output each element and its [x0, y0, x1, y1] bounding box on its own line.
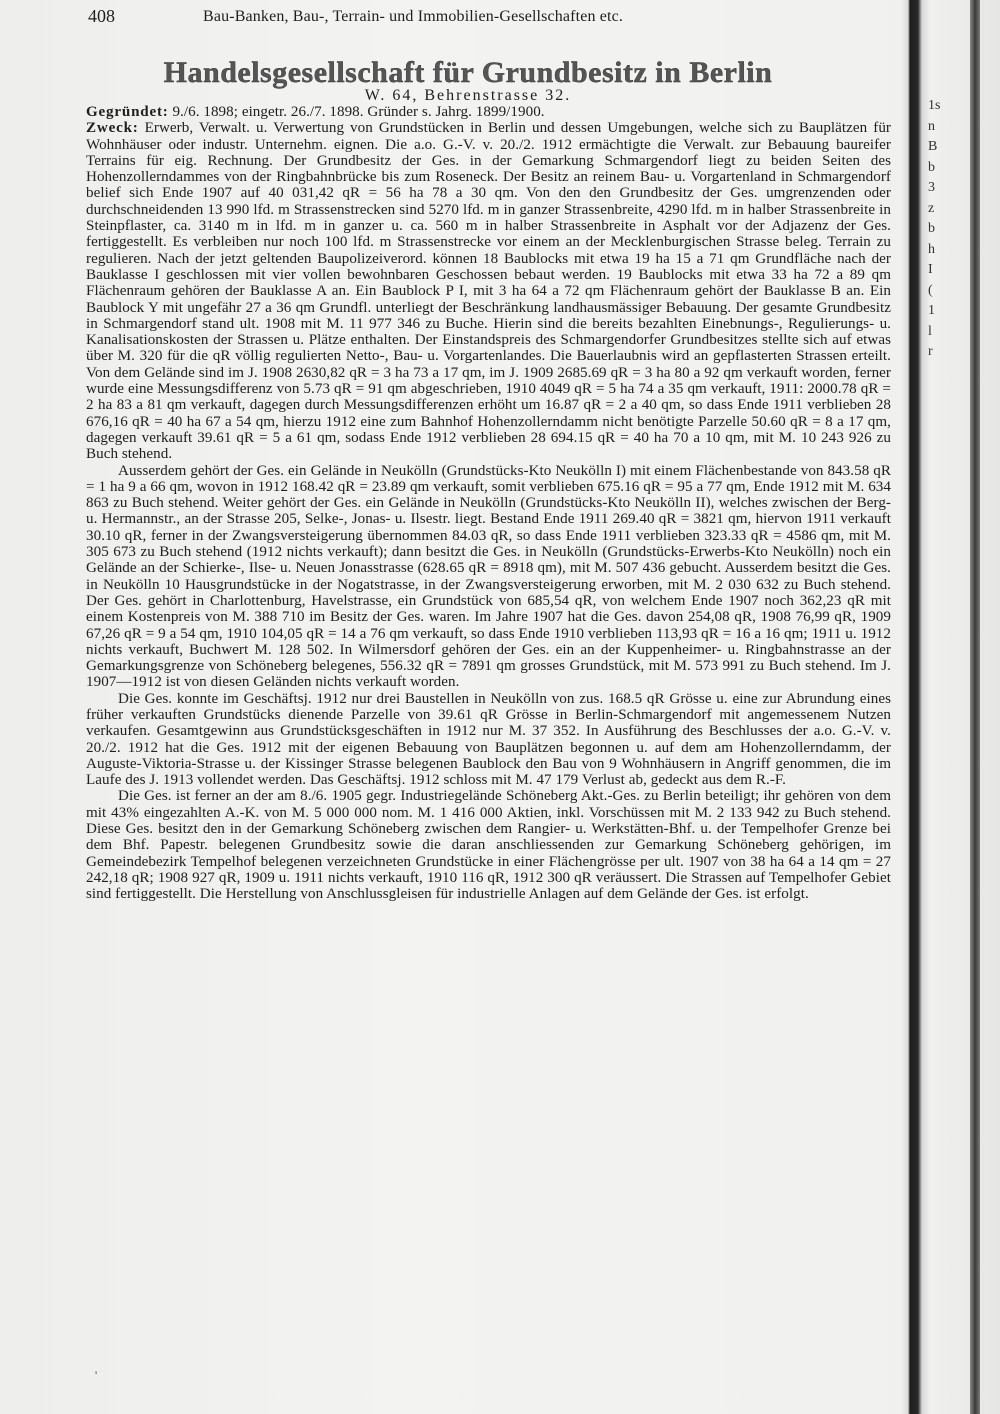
margin-fragment: B	[928, 139, 938, 154]
paragraph-neukoelln: Ausserdem gehört der Ges. ein Gelände in Neukölln (Grundstücks-Kto Neukölln I) mit einem Flächenbestande von 843.58 qR = 1 ha 9 a 66 qm, wovon in 1912 168.42 qR = 23.89 qm verkauft, somit verblieben 675.16 qR = 95 a 77 qm, Ende 1912 mit M. 634 863 zu Buch stehend. Weiter gehört der Ges. ein Gelände in Neukölln (Grundstücks-Kto Neukölln II), welches zwischen der Berg- u. Hermannstr., an der Strasse 205, Selke-, Jonas- u. Ilsestr. liegt. Bestand Ende 1911 269.40 qR = 3821 qm, hiervon 1911 verkauft 30.10 qR, ferner in der Zwangsversteigerung übernommen 84.03 qR, so dass Ende 1911 verblieben 323.33 qR = 4586 qm, mit M. 305 673 zu Buch stehend (1912 nichts verkauft); dann besitzt die Ges. in Neukölln (Grundstücks-Erwerbs-Kto Neukölln) noch ein Gelände an der Schierke-, Ilse- u. Neuen Jonasstrasse (628.65 qR = 8918 qm), mit M. 507 436 gebucht. Ausserdem besitzt die Ges. in Neukölln 10 Hausgrundstücke in der Nogatstrasse, in der Zwangsversteigerung erworben, mit M. 2 030 632 zu Buch stehend. Der Ges. gehört in Charlottenburg, Havelstrasse, ein Grundstück von 685,54 qR, von welchem Ende 1907 noch 362,23 qR mit einem Kostenpreis von M. 388 710 im Besitz der Ges. waren. Im Jahre 1907 hat die Ges. davon 254,08 qR, 1908 76,99 qR, 1909 67,26 qR = 9 a 54 qm, 1910 104,05 qR = 14 a 76 qm verkauft, so dass Ende 1910 verblieben 113,93 qR = 16 a 16 qm; 1911 u. 1912 nichts verkauft, Buchwert M. 128 502. In Wilmersdorf gehören der Ges. ein an der Kuppenheimer- u. Ringbahnstrasse an der Gemarkungsgrenze von Schöneberg belegenes, 556.32 qR = 7891 qm grosses Grundstück, mit M. 573 991 zu Buch stehend. Im J. 1907—1912 ist von diesen Geländen nichts verkauft worden.	[86, 462, 891, 691]
margin-fragment: (	[928, 282, 933, 298]
company-address: W. 64, Behrenstrasse 32.	[364, 87, 572, 104]
page-number: 408	[88, 6, 115, 26]
founded-paragraph	[86, 104, 891, 120]
margin-fragment: 3	[928, 180, 935, 195]
running-title: Bau-Banken, Bau-, Terrain- und Immobilien-Gesellschaften etc.	[203, 8, 624, 25]
paragraph-business-year: Die Ges. konnte im Geschäftsj. 1912 nur drei Baustellen in Neukölln von zus. 168.5 qR Grösse u. eine zur Abrundung eines früher verkauften Grundstücks dienende Parzelle von 39.61 qR Grösse in Berlin-Schmargendorf mit angemessenem Nutzen verkaufen. Gesamtgewinn aus Grundstücksgeschäften in 1912 nur M. 37 352. In Ausführung des Beschlusses der a.o. G.-V. v. 20./2. 1912 hat die Ges. 1912 mit der eigenen Bebauung von Bauplätzen begonnen u. auf dem am Hohenzollerndamm, der Auguste-Viktoria-Strasse u. der Kissinger Strasse belegenen Baublock den Bau von 9 Wohnhäusern in Angriff genommen, die im Laufe des J. 1913 vollendet werden. Das Geschäftsj. 1912 schloss mit M. 47 179 Verlust ab, gedeckt aus dem R.-F.	[86, 690, 891, 789]
margin-fragment: n	[928, 118, 935, 134]
margin-fragment: z	[928, 200, 935, 216]
founded-text: 9./6. 1898; eingetr. 26./7. 1898. Gründer s. Jahrg. 1899/1900.	[172, 104, 545, 120]
paragraph-participation: Die Ges. ist ferner an der am 8./6. 1905 gegr. Industriegelände Schöneberg Akt.-Ges. zu Berlin beteiligt; ihr gehören von dem mit 43% eingezahlten A.-K. von M. 5 000 000 nom. M. 1 416 000 Aktien, inkl. Vorschüssen mit M. 2 133 942 zu Buch stehend. Diese Ges. besitzt den in der Gemarkung Schöneberg zwischen dem Rangier- u. Werkstätten-Bhf. u. der Tempelhofer Grenze bei dem Bhf. Papestr. belegenen Grundbesitz sowie die daran anschliessenden zur Gemarkung Schöneberg gehörigen, im Gemeindebezirk Tempelhof belegenen verzeichneten Grundstücke in einer Flächengrösse per ult. 1907 von 38 ha 64 a 14 qm = 27 242,18 qR; 1908 927 qR, 1909 u. 1911 nichts verkauft, 1910 116 qR, 1912 300 qR veräussert. Die Strassen auf Tempelhofer Gebiet sind fertiggestellt. Die Herstellung von Anschlussgleisen für industrielle Anlagen auf dem Gelände der Ges. ist erfolgt.	[86, 788, 891, 903]
purpose-paragraph	[86, 120, 891, 462]
margin-fragment: I	[928, 262, 933, 277]
running-header	[88, 6, 888, 30]
purpose-label: Zweck:	[86, 120, 139, 137]
founded-label: Gegründet:	[86, 104, 169, 120]
page-binding-gutter	[900, 0, 1000, 1414]
article-body	[86, 104, 891, 903]
margin-fragment: h	[928, 241, 935, 257]
margin-fragment: b	[928, 159, 935, 175]
purpose-text: Erwerb, Verwalt. u. Verwertung von Grundstücken in Berlin und dessen Umgebungen, welche sich zu Bauplätzen für Wohnhäuser oder industr. Unternehm. eignen. Die a.o. G.-V. v. 20./2. 1912 ermächtigte die Verwalt. zur Bebauung baureifer Terrains für eig. Rechnung. Der Grundbesitz der Ges. in der Gemarkung Schmargendorf liegt zu beiden Seiten des Hohenzollerndammes von der Ringbahnbrücke bis zum Roseneck. Der Besitz an reinem Bau- u. Vorgartenland in Schmargendorf belief sich Ende 1907 auf 40 031,42 qR = 56 ha 78 a 30 qm. Von den den Grundbesitz der Ges. umgrenzenden oder durchschneidenden 13 990 lfd. m Strassenstrecken sind 5270 lfd. m in ganzer Strassenbreite, 4290 lfd. m in halber Strassenbreite in Steinpflaster, ca. 3140 m in lfd. m in ganzer u. ca. 560 m in halber Strassenbreite in Asphalt vor der Adjazenz der Ges. fertiggestellt. Es verbleiben nur noch 100 lfd. m Strassenstrecke vor einem an der Mecklenburgischen Strasse beleg. Terrain zu regulieren. Nach der jetzt geltenden Baupolizeiverord. können 18 Baublocks mit etwa 19 ha 15 a 71 qm Grundfläche nach der Bauklasse I geschlossen mit vier vollen bewohnbaren Geschossen bebaut werden. 19 Baublocks mit etwa 33 ha 72 a 89 qm Flächenraum gehören der Bauklasse A an. Ein Baublock P I, mit 3 ha 64 a 72 qm Flächenraum gehört der Bauklasse B an. Ein Baublock Y mit ungefähr 27 a 36 qm Grundfl. unterliegt der Beschränkung landhausmässiger Bebauung. Der gesamte Grundbesitz in Schmargendorf stand ult. 1908 mit M. 11 977 346 zu Buche. Hierin sind die bereits bezahlten Einebnungs-, Regulierungs- u. Kanalisationskosten der Strassen u. Plätze enthalten. Der Einstandspreis des Schmargendorfer Grundbesitzes stellte sich auf etwas über M. 320 für die qR völlig regulierten Netto-, Bau- u. Vorgartenlandes. Die Bauerlaubnis wird an gepflasterten Strassen erteilt. Von dem Gelände sind im J. 1908 2630,82 qR = 3 ha 73 a 17 qm, im J. 1909 2685.69 qR = 3 ha 80 a 92 qm verkauft worden, ferner wurde eine Messungsdifferenz von 5.73 qR = 91 qm abgeschrieben, 1910 4049 qR = 5 ha 74 a 35 qm verkauft, 1911: 2000.78 qR = 2 ha 83 a 81 qm verkauft, dagegen durch Messungsdifferenzen erhöht um 16.87 qR = 2 a 40 qm, so dass Ende 1911 verblieben 28 676,16 qR = 40 ha 67 a 54 qm, hierzu 1912 eine zum Bahnhof Hohenzollerndamm nicht benötigte Parzelle 50.60 qR = 8 a 17 qm, dagegen verkauft 39.61 qR = 5 a 61 qm, sodass Ende 1912 verblieben 28 694.15 qR = 40 ha 70 a 10 qm, mit M. 10 243 926 zu Buch stehend.	[86, 120, 891, 463]
adjacent-page-fragments	[928, 96, 946, 363]
margin-fragment: l	[928, 323, 932, 339]
margin-fragment: 1s	[928, 98, 941, 113]
binding-shadow	[970, 0, 980, 1414]
margin-fragment: r	[928, 344, 933, 359]
margin-fragment: b	[928, 221, 935, 236]
stray-ink-mark: '	[95, 1368, 98, 1382]
margin-fragment: 1	[928, 303, 935, 318]
company-title: Handelsgesellschaft für Grundbesitz in Berlin	[163, 56, 773, 89]
